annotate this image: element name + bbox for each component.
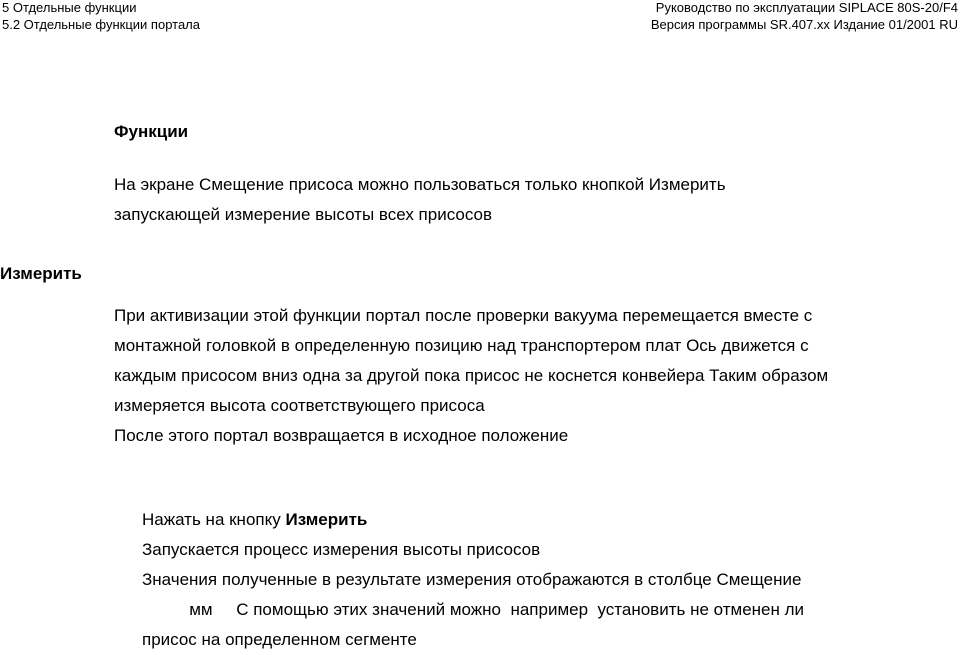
- measure-button-name: Измерить: [285, 510, 368, 529]
- text-line: запускающей измерение высоты всех присосов: [114, 205, 493, 224]
- text-line: Значения полученные в результате измерения отображаются в столбце Смещение: [142, 570, 802, 589]
- text-line: присос на определенном сегменте: [142, 630, 417, 649]
- measure-heading: Измерить: [0, 264, 82, 283]
- text-line: На экране Смещение присоса можно пользоваться только кнопкой Измерить: [114, 175, 726, 194]
- version-info: Версия программы SR.407.xx Издание 01/2001 RU: [650, 17, 958, 32]
- text-line: мм С помощью этих значений можно например установить не отменен ли: [142, 600, 805, 619]
- manual-title: Руководство по эксплуатации SIPLACE 80S-20/F4: [655, 0, 958, 15]
- measure-paragraph: [114, 301, 828, 451]
- section-title: 5.2 Отдельные функции портала: [2, 17, 200, 32]
- step-press-button: [142, 505, 804, 535]
- chapter-title: 5 Отдельные функции: [2, 0, 137, 15]
- step-press-prefix: Нажать на кнопку: [142, 510, 286, 529]
- text-line: При активизации этой функции портал после проверки вакуума перемещается вместе с: [114, 306, 813, 325]
- text-line: каждым присосом вниз одна за другой пока присос не коснется конвейера Таким образом: [114, 366, 829, 385]
- steps-list: [142, 505, 804, 655]
- functions-heading: Функции: [114, 122, 189, 141]
- text-line: После этого портал возвращается в исходное положение: [114, 426, 569, 445]
- text-line: монтажной головкой в определенную позицию над транспортером плат Ось движется с: [114, 336, 809, 355]
- functions-paragraph: [114, 170, 726, 230]
- text-line: измеряется высота соответствующего присоса: [114, 396, 485, 415]
- text-line: Запускается процесс измерения высоты присосов: [142, 540, 541, 559]
